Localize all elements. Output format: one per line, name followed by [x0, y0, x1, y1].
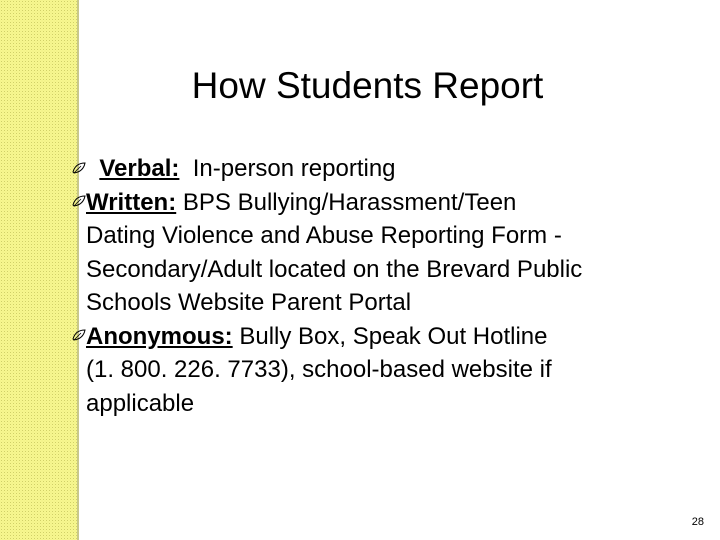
band-divider	[77, 0, 79, 540]
leaf-bullet-icon	[72, 161, 86, 175]
leaf-bullet-icon	[72, 194, 86, 208]
decorative-left-band	[0, 0, 77, 540]
slide-title: How Students Report	[191, 64, 544, 106]
page-number: 28	[691, 516, 704, 528]
bullet-term: Written:	[86, 188, 177, 216]
bullet-written	[72, 186, 686, 220]
bullet-continuation: Secondary/Adult located on the Brevard Public	[86, 255, 583, 283]
bullet-text: BPS Bullying/Harassment/Teen	[182, 188, 517, 216]
bullet-anonymous	[72, 320, 686, 354]
bullet-continuation: Schools Website Parent Portal	[86, 289, 412, 316]
bullet-continuation: (1. 800. 226. 7733), school-based website if	[86, 356, 552, 383]
bullet-term: Verbal:	[99, 155, 180, 182]
bullet-term: Anonymous:	[86, 322, 233, 350]
bullet-text: In-person reporting	[192, 155, 396, 182]
bullet-verbal	[72, 152, 686, 186]
bullet-continuation: applicable	[86, 389, 195, 417]
bullet-list	[86, 152, 686, 420]
leaf-bullet-icon	[72, 328, 86, 342]
bullet-text: Bully Box, Speak Out Hotline	[239, 322, 548, 350]
bullet-continuation: Dating Violence and Abuse Reporting Form -	[86, 222, 562, 249]
